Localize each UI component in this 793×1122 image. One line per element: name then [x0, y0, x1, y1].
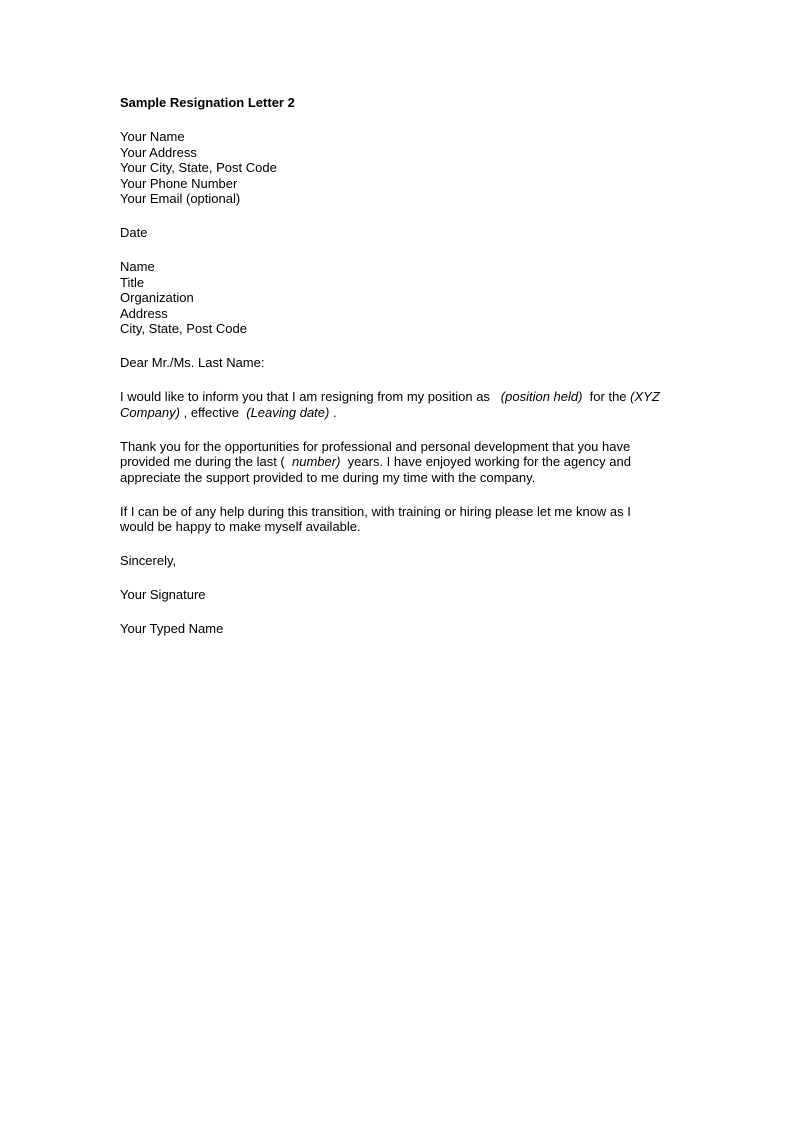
recipient-address: Address: [120, 305, 168, 321]
closing: [120, 553, 680, 569]
sender-name: Your Name: [120, 129, 185, 144]
signature-text: Your Signature: [120, 587, 206, 602]
paragraph1-text-d: .: [332, 404, 337, 420]
paragraph1-text-b: for the: [589, 389, 627, 404]
letter-date: Date: [120, 225, 148, 240]
placeholder-leaving-date: (Leaving date): [246, 404, 330, 420]
placeholder-company: (XYZ Company): [120, 389, 660, 420]
paragraph1-text-c: , effective: [183, 404, 239, 420]
letter-page: [120, 95, 680, 655]
salutation: [120, 355, 680, 371]
recipient-block: [120, 259, 680, 337]
sender-block: [120, 129, 680, 207]
paragraph-help: If I can be of any help during this transition, with training or hiring please let me know as I would be happy to make myself available.: [120, 503, 631, 534]
recipient-organization: Organization: [120, 290, 194, 305]
recipient-title: Title: [120, 274, 145, 290]
placeholder-number: number): [292, 454, 341, 469]
paragraph-resignation: [120, 389, 668, 420]
date-line: [120, 225, 680, 241]
salutation-text: Dear Mr./Ms. Last Name:: [120, 355, 265, 370]
sender-email: Your Email (optional): [120, 191, 241, 206]
recipient-name: Name: [120, 259, 155, 274]
paragraph1-text-a: I would like to inform you that I am resigning from my position as: [120, 389, 490, 404]
sender-address: Your Address: [120, 144, 197, 160]
typed-name-text: Your Typed Name: [120, 621, 224, 636]
closing-text: Sincerely,: [120, 553, 177, 568]
sender-city-state-post: Your City, State, Post Code: [120, 160, 277, 175]
paragraph2-text-a: Thank you for the opportunities for professional and personal development that you have provided me during the last (: [120, 438, 631, 469]
sender-phone: Your Phone Number: [120, 175, 238, 191]
paragraph2-text-b: years. I have enjoyed working for the agency and appreciate the support provided to me during my time with the company.: [120, 454, 631, 485]
typed-name-block: [120, 621, 680, 637]
placeholder-position-held: (position held): [500, 389, 583, 404]
recipient-city-state-post: City, State, Post Code: [120, 321, 247, 336]
document-title: Sample Resignation Letter 2: [120, 95, 295, 110]
signature-block: [120, 587, 680, 603]
paragraph-thanks: [120, 439, 668, 486]
